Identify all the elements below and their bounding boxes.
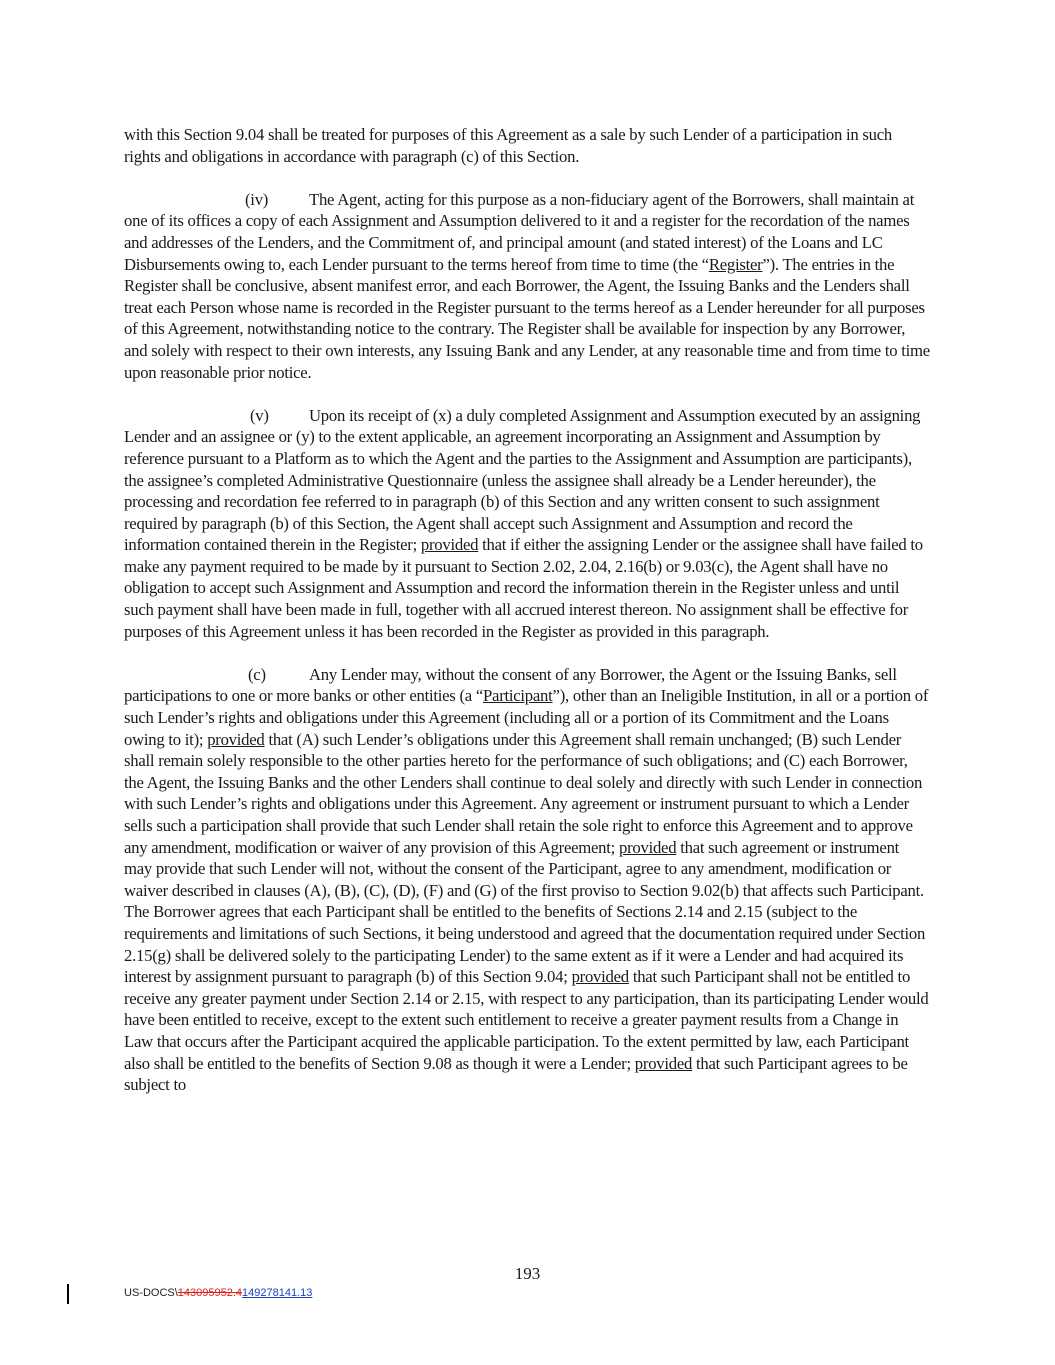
provided-underlined: provided (634, 1053, 693, 1073)
page-number: 193 (514, 1264, 541, 1283)
footer-inserted-id: 149278141.13 (242, 1287, 313, 1299)
paragraph-text: with this Section 9.04 shall be treated for purposes of this Agreement as a sale by such Lender of a participation in such rights and obligations in accordance with paragraph (c) of this Section. (124, 125, 892, 166)
footer-doc-id (124, 1287, 312, 1299)
footer-prefix: US-DOCS\ (124, 1287, 178, 1299)
paragraph-marker: (iv) (245, 189, 269, 209)
paragraph-v (124, 405, 930, 643)
paragraph-marker: (c) (248, 664, 266, 684)
paragraph-marker: (v) (250, 405, 269, 425)
paragraph-text: that such Participant agrees to be subject to (124, 1053, 908, 1095)
provided-underlined: provided (420, 535, 479, 555)
provided-underlined: provided (618, 837, 677, 857)
document-body (124, 124, 930, 1117)
paragraph-text: that such agreement or instrument may provide that such Lender will not, without the consent of the Participant, agree to any amendment, modification or waiver described in clauses (A), (B), (C), (D), (F) and (G) of the first proviso to Section 9.02(b) that affects such Participant. The Borrower agrees that each Participant shall be entitled to the benefits of Sections 2.14 and 2.15 (subject to the requirements and limitations of such Sections, it being understood and agreed that the documentation required under Section 2.15(g) shall be delivered solely to the participating Lender) to the same extent as if it were a Lender and had acquired its interest by assignment pursuant to paragraph (b) of this Section 9.04; (124, 837, 926, 987)
paragraph-c (124, 664, 930, 1096)
footer-deleted-id: 143095952.4 (177, 1287, 243, 1299)
revision-change-bar (67, 1284, 69, 1304)
defined-term-register: Register (708, 254, 763, 274)
paragraph-text: The Agent, acting for this purpose as a non-fiduciary agent of the Borrowers, shall maintain at one of its offices a copy of each Assignment and Assumption delivered to it and a register for the recordation of the names and addresses of the Lenders, and the Commitment of, and principal amount (and stated interest) of the Loans and LC Disbursements owing to, each Lender pursuant to the terms hereof from time to time (the “ (124, 189, 915, 274)
paragraph-text: ”), other than an Ineligible Institution, in all or a portion of such Lender’s rights and obligations under this Agreement (including all or a portion of its Commitment and the Loans owing to it); (124, 686, 929, 749)
defined-term-participant: Participant (483, 686, 553, 706)
paragraph-text: that if either the assigning Lender or the assignee shall have failed to make any payment required to be made by it pursuant to Section 2.02, 2.04, 2.16(b) or 9.03(c), the Agent shall have no obligation to accept such Assignment and Assumption and record the information therein in the Register unless and until such payment shall have been made in full, together with all accrued interest thereon. No assignment shall be effective for purposes of this Agreement unless it has been recorded in the Register as provided in this paragraph. (124, 535, 923, 641)
paragraph-continuation (124, 124, 930, 167)
paragraph-iv (124, 189, 930, 383)
paragraph-text: Upon its receipt of (x) a duly completed Assignment and Assumption executed by an assigning Lender and an assignee or (y) to the extent applicable, an agreement incorporating an Assignment and Assumption by reference pursuant to a Platform as to which the Agent and the parties to the Assignment and Assumption are participants), the assignee’s completed Administrative Questionnaire (unless the assignee shall already be a Lender hereunder), the processing and recordation fee referred to in paragraph (b) of this Section and any written consent to such assignment required by paragraph (b) of this Section, the Agent shall accept such Assignment and Assumption and record the information contained therein in the Register; (124, 405, 921, 555)
provided-underlined: provided (571, 967, 629, 987)
paragraph-text: ”). The entries in the Register shall be conclusive, absent manifest error, and each Borrower, the Agent, the Issuing Banks and the Lenders shall treat each Person whose name is recorded in the Register pursuant to the terms hereof as a Lender hereunder for all purposes of this Agreement, notwithstanding notice to the contrary. The Register shall be available for inspection by any Borrower, and solely with respect to their own interests, any Issuing Bank and any Lender, at any reasonable time and from time to time upon reasonable prior notice. (124, 254, 930, 382)
paragraph-text: Any Lender may, without the consent of any Borrower, the Agent or the Issuing Banks, sell participations to one or more banks or other entities (a “ (124, 664, 897, 706)
paragraph-text: that (A) such Lender’s obligations under this Agreement shall remain unchanged; (B) such Lender shall remain solely responsible to the other parties hereto for the performance of such obligations; and (C) each Borrower, the Agent, the Issuing Banks and the other Lenders shall continue to deal solely and directly with such Lender in connection with such Lender’s rights and obligations under this Agreement. Any agreement or instrument pursuant to which a Lender sells such a participation shall provide that such Lender shall retain the sole right to enforce this Agreement and to approve any amendment, modification or waiver of any provision of this Agreement; (124, 729, 923, 857)
provided-underlined: provided (207, 729, 265, 749)
paragraph-text: that such Participant shall not be entitled to receive any greater payment under Section 2.14 or 2.15, with respect to any participation, than its participating Lender would have been entitled to receive, except to the extent such entitlement to receive a greater payment results from a Change in Law that occurs after the Participant acquired the applicable participation. To the extent permitted by law, each Participant also shall be entitled to the benefits of Section 9.08 as though it were a Lender; (124, 967, 929, 1073)
